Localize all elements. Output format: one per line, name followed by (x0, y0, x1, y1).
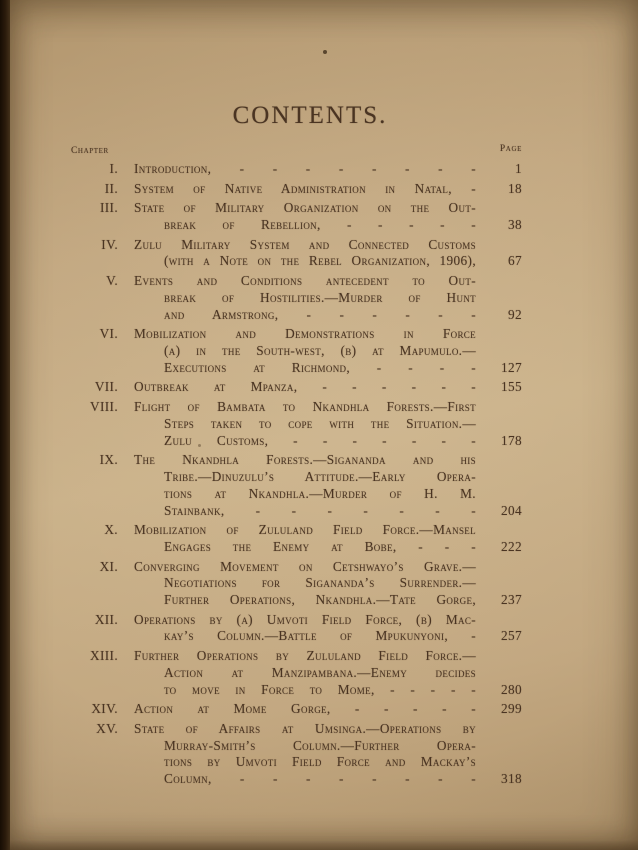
entry-line: State of Affairs at Umsinga.—Operations by (134, 720, 476, 736)
entry-line: kay’s Column.—Battle of Mpukunyoni, - (164, 628, 476, 644)
chapter-numeral: XII. (94, 611, 118, 627)
entry-line: Flight of Bambata to Nkandhla Forests.—First (134, 398, 476, 414)
page-number: 257 (501, 628, 522, 644)
page-number: 204 (501, 502, 522, 518)
toc-entry (72, 452, 522, 519)
page-column-header: Page (499, 144, 522, 154)
paper-page (10, 0, 638, 850)
page-number: 299 (501, 701, 522, 717)
toc-entry (72, 181, 522, 198)
entry-title (134, 273, 476, 323)
entry-title (134, 399, 476, 449)
chapter-numeral: XIII. (90, 648, 118, 664)
entry-line: Converging Movement on Cetshwayo’s Grave.— (134, 558, 476, 574)
chapter-numeral: VIII. (90, 398, 118, 414)
entry-line: Operations by (a) Umvoti Field Force, (b) Mac- (134, 611, 476, 627)
chapter-numeral: I. (109, 161, 118, 176)
entry-line: Murray-Smith’s Column.—Further Opera- (164, 737, 476, 753)
entry-line: break of Hostilities.—Murder of Hunt (164, 289, 476, 305)
entry-title (134, 200, 476, 234)
chapter-column-header: Chapter (71, 146, 109, 156)
page-number: 155 (501, 379, 522, 395)
entry-title (134, 701, 476, 718)
chapter-numeral: IX. (99, 452, 118, 468)
toc-entry (72, 648, 522, 698)
toc-entry (72, 200, 522, 234)
entry-line: and Armstrong, - - - - - - (164, 306, 476, 322)
page-number: 178 (501, 432, 522, 448)
chapter-numeral: II. (104, 180, 118, 196)
chapter-numeral: V. (106, 272, 118, 288)
entry-line: Action at Manzipambana.—Enemy decides (164, 664, 476, 680)
entry-line: Introduction, - - - - - - - - (134, 161, 476, 176)
column-headers (72, 146, 522, 158)
entry-line: Steps taken to cope with the Situation.— (164, 415, 476, 431)
toc-entry (72, 721, 522, 788)
toc-entry (72, 273, 522, 323)
entry-line: Mobilization and Demonstrations in Force (134, 326, 476, 342)
chapter-numeral: VI. (99, 326, 118, 342)
entry-title (134, 379, 476, 396)
page-number: 92 (508, 306, 522, 322)
chapter-numeral: XIV. (91, 701, 118, 717)
entry-title (134, 721, 476, 788)
page-number: 280 (501, 681, 522, 697)
page-number: 127 (501, 359, 522, 375)
entry-line: Zulu Military System and Connected Customs (134, 236, 476, 252)
page-number: 18 (508, 180, 522, 196)
chapter-numeral: IV. (101, 236, 118, 252)
page-number: 38 (508, 216, 522, 232)
entry-title (134, 237, 476, 271)
page-number: 222 (501, 538, 522, 554)
toc-entry (72, 701, 522, 718)
entry-title (134, 326, 476, 376)
chapter-numeral: III. (99, 200, 118, 216)
entry-line: Further Operations by Zululand Field Force.— (134, 648, 476, 664)
entry-line: to move in Force to Mome, - - - - - (164, 681, 476, 697)
entry-line: tions at Nkandhla.—Murder of H. M. (164, 485, 476, 501)
chapter-numeral: XI. (99, 558, 118, 574)
entry-line: Engages the Enemy at Bobe, - - - (164, 538, 476, 554)
book-spine-edge (0, 0, 10, 850)
entry-line: The Nkandhla Forests.—Sigananda and his (134, 452, 476, 468)
toc-entry (72, 379, 522, 396)
entry-title (134, 522, 476, 556)
chapter-numeral: XV. (96, 720, 118, 736)
toc-entry (72, 522, 522, 556)
entry-line: Tribe.—Dinuzulu’s Attitude.—Early Opera- (164, 468, 476, 484)
entry-line: (with a Note on the Rebel Organization, 1906), (164, 253, 476, 269)
toc-entry (72, 612, 522, 646)
entry-line: System of Native Administration in Natal, - (134, 180, 476, 196)
toc-entry (72, 237, 522, 271)
entry-title (134, 161, 476, 178)
toc-entry (72, 559, 522, 609)
entry-line: Negotiations for Sigananda’s Surrender.— (164, 575, 476, 591)
entry-title (134, 181, 476, 198)
entry-line: Column, - - - - - - - - (164, 771, 476, 787)
entry-line: Action at Mome Gorge, - - - - - (134, 701, 476, 717)
table-of-contents (72, 161, 522, 788)
entry-line: Outbreak at Mpanza, - - - - - - (134, 379, 476, 395)
page-number: 318 (501, 771, 522, 787)
toc-entry (72, 161, 522, 178)
chapter-numeral: VII. (94, 379, 118, 395)
entry-line: tions by Umvoti Field Force and Mackay’s (164, 754, 476, 770)
entry-line: Mobilization of Zululand Field Force.—Mansel (134, 522, 476, 538)
entry-line: Executions at Richmond, - - - - (164, 359, 476, 375)
page-title: CONTENTS. (232, 102, 388, 129)
contents-block (72, 0, 522, 791)
entry-title (134, 612, 476, 646)
entry-title (134, 452, 476, 519)
entry-line: Zulu Customs, - - - - - - - (164, 432, 476, 448)
entry-title (134, 559, 476, 609)
entry-title (134, 648, 476, 698)
page-number: 237 (501, 592, 522, 608)
chapter-numeral: X. (104, 522, 118, 538)
toc-entry (72, 326, 522, 376)
entry-line: Further Operations, Nkandhla.—Tate Gorge, (164, 592, 476, 608)
page-number: 67 (508, 253, 522, 269)
entry-line: Stainbank, - - - - - - - (164, 502, 476, 518)
entry-line: State of Military Organization on the Out- (134, 200, 476, 216)
entry-line: Events and Conditions antecedent to Out- (134, 272, 476, 288)
toc-entry (72, 399, 522, 449)
page-number: 1 (515, 161, 522, 176)
entry-line: break of Rebellion, - - - - - (164, 216, 476, 232)
entry-line: (a) in the South-west, (b) at Mapumulo.— (164, 342, 476, 358)
